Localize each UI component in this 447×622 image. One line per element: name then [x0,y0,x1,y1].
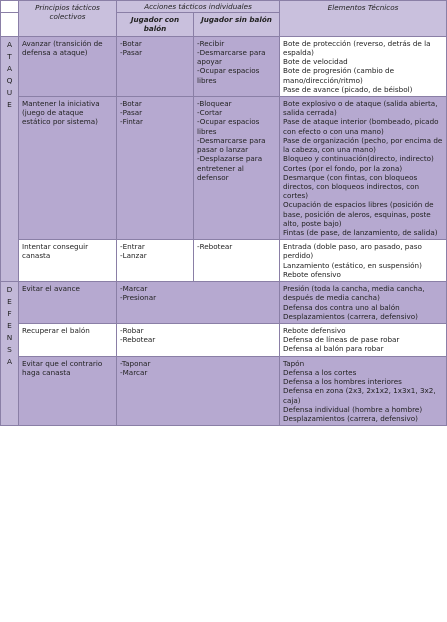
list-item: Cortes (por el fondo, por la zona) [283,163,403,173]
con-balon-cell [117,36,194,96]
ataque-letter: U [6,87,13,97]
defensa-letter: E [7,321,12,331]
list-item: Defensa dos contra uno al balón [283,302,400,312]
list-item: -Desplazarse para entretener al defensor [197,154,263,182]
con-balon-cell [117,240,194,282]
list-item: Defensa de líneas de pase robar [283,335,400,345]
defensa-row-1 [1,282,447,324]
ataque-label [1,36,19,281]
con-balon-cell [117,324,280,357]
principio-cell: Evitar que el contrario haga canasta [19,356,117,426]
list-item: Defensa en zona (2x3, 2x1x2, 1x3x1, 3x2, caja) [283,386,436,405]
list-item: Tapón [283,358,305,368]
list-item: Desplazamientos (carrera, defensivo) [283,413,418,423]
defensa-letter: E [7,297,12,307]
list-item: -Marcar [120,367,148,377]
ataque-letter: T [7,51,12,61]
list-item: Pase de ataque interior (bombeado, picado con efecto o con una mano) [283,117,439,136]
principio-cell: Evitar el avance [19,282,117,324]
list-item: Bote de velocidad [283,57,348,67]
ataque-letter: A [6,63,13,73]
header-acciones: Acciones tácticos individuales [117,1,280,13]
tecnicos-cell [280,96,447,239]
list-item: -Fintar [120,117,143,127]
list-item: -Presionar [120,293,157,303]
ataque-letter: A [6,39,13,49]
list-item: Desplazamientos (carrera, defensivo) [283,311,418,321]
header-elementos: Elementos Técnicos [280,1,447,37]
ataque-row-1 [1,36,447,96]
list-item: Lanzamiento (estático, en suspensión) [283,260,422,270]
list-item: -Pasar [120,108,143,118]
list-item: Entrada (doble paso, aro pasado, paso perdido) [283,242,422,261]
ataque-row-2 [1,96,447,239]
list-item: Defensa a los cortes [283,367,357,377]
list-item: -Botar [120,98,142,108]
header-con-balon: Jugador con balón [117,13,194,36]
defensa-label [1,282,19,426]
header-sin-balon: Jugador sin balón [194,13,280,36]
list-item: -Desmarcarse para pasar o lanzar [197,135,266,155]
list-item: -Cortar [197,108,223,118]
list-item: -Recibir [197,38,225,48]
list-item: -Botar [120,38,142,48]
defensa-letter: N [6,333,13,343]
principio-cell: Mantener la iniciativa (juego de ataque estático por sistema) [19,96,117,239]
list-item: Fintas (de pase, de lanzamiento, de salida) [283,228,438,238]
tecnicos-cell [280,356,447,426]
defensa-row-3 [1,356,447,426]
defensa-letter: S [7,345,12,355]
con-balon-cell [117,282,280,324]
tecnicos-cell [280,240,447,282]
tecnicos-cell [280,324,447,357]
tecnicos-cell [280,282,447,324]
list-item: Rebote ofensivo [283,269,341,279]
list-item: -Lanzar [120,251,147,261]
defensa-letter: F [7,309,12,319]
tecnicos-cell [280,36,447,96]
list-item: Bloqueo y continuación(directo, indirecto) [283,154,434,164]
principio-cell: Intentar conseguir canasta [19,240,117,282]
defensa-letter: A [6,357,13,367]
principio-cell: Avanzar (transición de defensa a ataque) [19,36,117,96]
con-balon-cell [117,356,280,426]
list-item: Bote de progresión (cambio de mano/dirección/ritmo) [283,66,395,85]
list-item: Presión (toda la cancha, media cancha, después de media cancha) [283,284,425,303]
header-row [1,1,447,13]
header-principios: Principios tácticos colectivos [19,1,117,37]
list-item: -Rebotear [197,242,233,252]
list-item: -Taponar [120,358,151,368]
defensa-letter: D [6,285,13,295]
corner-cell-2 [1,13,19,36]
principio-cell: Recuperar el balón [19,324,117,357]
sin-balon-cell [194,240,280,282]
list-item: Pase de organización (pecho, por encima de la cabeza, con una mano) [283,135,443,155]
list-item: Defensa individual (hombre a hombre) [283,404,423,414]
list-item: -Desmarcarse para apoyar [197,47,266,67]
list-item: -Bloquear [197,98,232,108]
sin-balon-cell [194,96,280,239]
list-item: -Pasar [120,47,143,57]
list-item: Defensa al balón para robar [283,344,384,354]
list-item: Rebote defensivo [283,326,346,335]
list-item: -Marcar [120,284,148,294]
list-item: Ocupación de espacios libres (posición de base, posición de aleros, esquinas, poste alto, poste bajo) [283,200,434,228]
con-balon-cell [117,96,194,239]
ataque-letter: Q [6,75,13,85]
corner-cell [1,1,19,13]
sin-balon-cell [194,36,280,96]
list-item: Pase de avance (picado, de béisbol) [283,84,413,94]
list-item: Desmarque (con fintas, con bloqueos directos, con bloqueos indirectos, con cortes) [283,172,420,201]
ataque-row-3 [1,240,447,282]
list-item: -Robar [120,326,144,335]
list-item: Bote explosivo o de ataque (salida abierta, salida cerrada) [283,98,438,118]
list-item: Bote de protección (reverso, detrás de la espalda) [283,38,431,57]
list-item: -Rebotear [120,335,156,345]
list-item: -Ocupar espacios libres [197,117,260,136]
defensa-row-2 [1,324,447,357]
list-item: -Entrar [120,242,145,252]
ataque-letter: E [7,99,12,109]
list-item: -Ocupar espacios libres [197,66,260,85]
list-item: Defensa a los hombres interiores [283,377,402,387]
